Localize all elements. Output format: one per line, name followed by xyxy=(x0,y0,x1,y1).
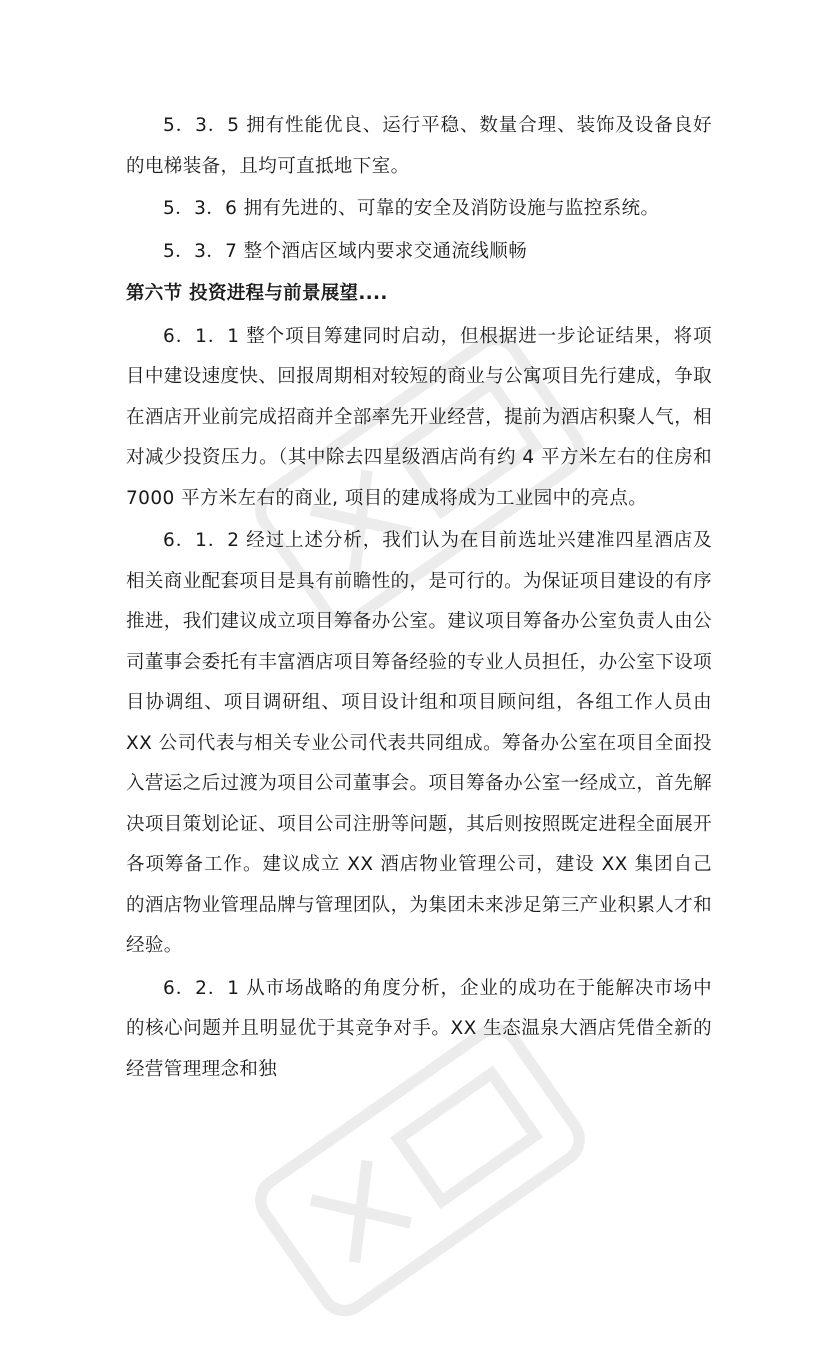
paragraph-6-1-2: 6．1．2 经过上述分析，我们认为在目前选址兴建准四星酒店及相关商业配套项目是具有前瞻性的，是可行的。为保证项目建设的有序推进，我们建议成立项目筹备办公室。建议项目筹备办公室负责人由公司董事会委托有丰富酒店项目筹备经验的专业人员担任，办公室下设项目协调组、项目调研组、项目设计组和项目顾问组，各组工作人员由 XX 公司代表与相关专业公司代表共同组成。筹备办公室在项目全面投入营运之后过渡为项目公司董事会。项目筹备办公室一经成立，首先解决项目策划论证、项目公司注册等问题，其后则按照既定进程全面展开各项筹备工作。建议成立 XX 酒店物业管理公司，建设 XX 集团自己的酒店物业管理品牌与管理团队，为集团未来涉足第三产业积累人才和经验。 xyxy=(126,530,712,956)
paragraph-6-1-1: 6．1．1 整个项目筹建同时启动，但根据进一步论证结果，将项目中建设速度快、回报周期相对较短的商业与公寓项目先行建成，争取在酒店开业前完成招商并全部率先开业经营，提前为酒店积聚人气，相对减少投资压力。（其中除去四星级酒店尚有约 4 平方米左右的住房和 7000 平方米左右的商业, 项目的建成将成为工业园中的亮点。 xyxy=(126,325,712,509)
paragraph-6-2-1: 6．2．1 从市场战略的角度分析，企业的成功在于能解决市场中的核心问题并且明显优于其竞争对手。XX 生态温泉大酒店凭借全新的经营管理理念和独 xyxy=(126,977,712,1080)
paragraph-5-3-5: 5．3．5 拥有性能优良、运行平稳、数量合理、装饰及设备良好的电梯装备，且均可直抵地下室。 xyxy=(126,115,712,177)
paragraph-5-3-7: 5．3．7 整个酒店区域内要求交通流线顺畅 xyxy=(163,240,528,262)
paragraph-5-3-6: 5．3．6 拥有先进的、可靠的安全及消防设施与监控系统。 xyxy=(163,198,660,219)
section-heading: 第六节 投资进程与前景展望.... xyxy=(126,283,388,304)
document-body xyxy=(126,106,712,1092)
